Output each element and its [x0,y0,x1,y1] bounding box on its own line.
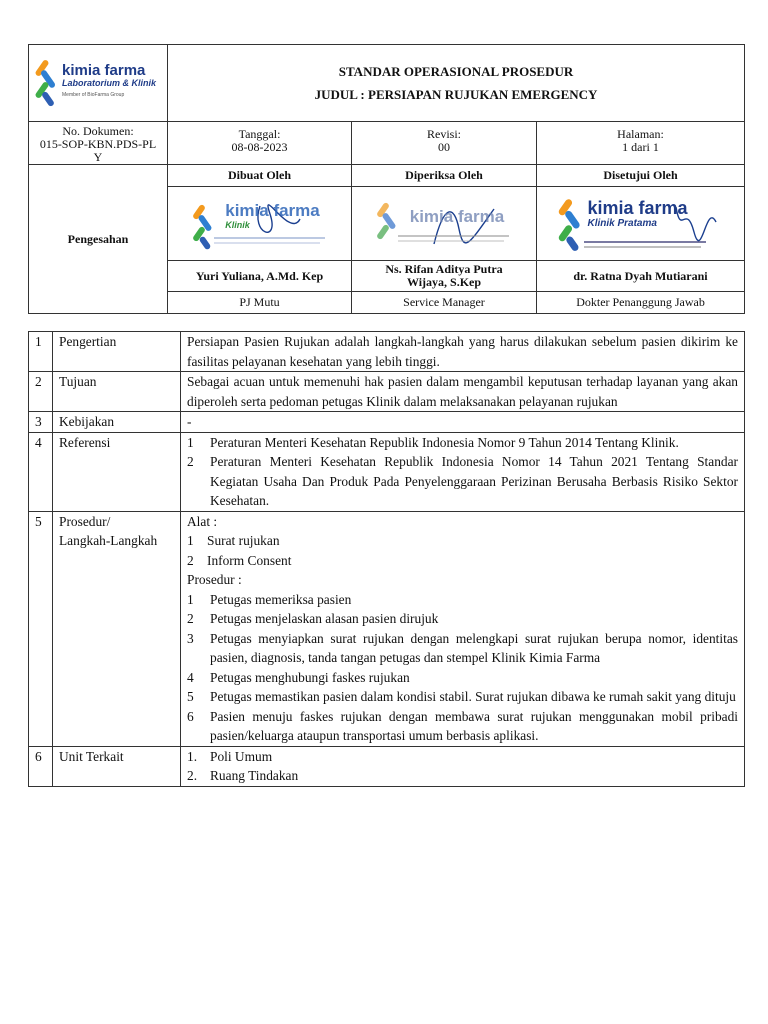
list-number: 6 [187,708,194,724]
section-tujuan [29,372,745,412]
halaman-label: Halaman: [617,127,664,141]
stamp-2-brand: kimia farma [409,207,505,226]
no-dokumen-value: 015-SOP-KBN.PDS-PLY [39,137,157,164]
list-text: Petugas memeriksa pasien [210,591,352,607]
no-dokumen-cell [29,122,168,165]
logo-cell [29,45,168,122]
stamp-signature-1 [171,194,348,254]
diperiksa-oleh-label: Diperiksa Oleh [352,165,537,187]
list-number: 1. [187,748,198,764]
kimia-farma-logo-icon [33,57,59,109]
nama-penyetuju: dr. Ratna Dyah Mutiarani [537,261,745,292]
section-label: Unit Terkait [53,746,181,786]
tanggal-cell [168,122,352,165]
list-item [187,766,738,786]
document-judul: JUDUL : PERSIAPAN RUJUKAN EMERGENCY [314,87,598,102]
stamp-cell-1 [168,187,352,261]
section-label: Pengertian [53,332,181,372]
tanggal-value: 08-08-2023 [231,140,288,154]
section-number: 1 [29,332,53,372]
dibuat-oleh-label: Dibuat Oleh [168,165,352,187]
list-item [187,629,738,668]
stamp-signature-3 [540,192,741,256]
referensi-list [181,432,745,511]
section-label: Tujuan [53,372,181,412]
list-text: Petugas memastikan pasien dalam kondisi stabil. Surat rujukan dibawa ke rumah sakit yang dituju [210,689,736,704]
no-dokumen-label: No. Dokumen: [62,124,134,138]
sop-content-table [28,331,745,787]
pengertian-text: Persiapan Pasien Rujukan adalah langkah-langkah yang harus dilakukan sebelum pasien dikirim ke fasilitas pelayanan kesehatan yang lebih tinggi. [181,332,745,372]
list-item [187,609,738,629]
alat-label: Alat : [187,513,218,529]
stamp-cell-2 [352,187,537,261]
stamp-3-brand: kimia farma [587,197,688,218]
list-item [187,687,738,707]
section-number: 6 [29,746,53,786]
pengesahan-label: Pengesahan [29,165,168,314]
tanggal-label: Tanggal: [238,127,281,141]
nama-pemeriksa: Ns. Rifan Aditya Putra Wijaya, S.Kep [352,261,537,292]
prosedur-label: Prosedur : [187,572,242,587]
unit-terkait-list [181,746,745,786]
list-item [187,452,738,511]
section-prosedur [29,511,745,746]
section-referensi [29,432,745,511]
revisi-label: Revisi: [426,127,461,141]
list-text: Peraturan Menteri Kesehatan Republik Indonesia Nomor 14 Tahun 2021 Tentang Standar Kegiatan Usaha Dan Produk Pada Penyelenggaraan Perizinan Berusaha Berbasis Risiko Sektor Kesehatan. [210,454,738,508]
jabatan-pembuat: PJ Mutu [168,292,352,314]
section-number: 2 [29,372,53,412]
list-item [187,551,738,571]
list-number: 1 [187,434,194,450]
header-table [28,44,745,314]
list-item [187,707,738,746]
list-text: Petugas menyiapkan surat rujukan dengan melengkapi surat rujukan berupa nomor, identitas pasien, diagnosis, tanda tangan petugas dan stempel Klinik Kimia Farma [210,630,738,665]
list-text: Ruang Tindakan [210,768,299,783]
section-unit-terkait [29,746,745,786]
disetujui-oleh-label: Disetujui Oleh [537,165,745,187]
list-number: 2 [187,611,194,626]
jabatan-penyetuju: Dokter Penanggung Jawab [537,292,745,314]
list-number: 5 [187,689,194,704]
list-item [187,531,738,551]
stamp-signature-2 [355,194,533,254]
tujuan-text: Sebagai acuan untuk memenuhi hak pasien dalam mengambil keputusan terhadap layanan yang akan diperoleh serta pedoman petugas Klinik dalam melaksanakan pelayanan rujukan [181,372,745,412]
list-number: 3 [187,630,194,646]
section-label: Referensi [53,432,181,511]
logo-sub: Laboratorium & Klinik [62,78,157,88]
nama-pembuat: Yuri Yuliana, A.Md. Kep [168,261,352,292]
list-item [187,433,738,453]
kimia-farma-logo [33,57,163,109]
logo-tag: Member of BioFarma Group [62,92,125,98]
halaman-cell [537,122,745,165]
list-item [187,747,738,767]
section-label [53,511,181,746]
title-cell [168,45,745,122]
section-label: Kebijakan [53,412,181,433]
logo-brand: kimia farma [62,62,146,79]
stamp-3-sub: Klinik Pratama [587,217,657,229]
list-text: Surat rujukan [207,533,280,548]
prosedur-content [181,511,745,746]
list-number: 4 [187,669,194,685]
list-text: Petugas menjelaskan alasan pasien dirujuk [210,611,439,626]
section-number: 3 [29,412,53,433]
kebijakan-text: - [181,412,745,433]
stamp-1-brand: kimia farma [225,200,320,220]
list-number: 2. [187,768,198,783]
section-label-line1: Prosedur/ [59,513,111,529]
document-title: STANDAR OPERASIONAL PROSEDUR [338,64,574,79]
section-number: 4 [29,432,53,511]
list-text: Inform Consent [207,552,292,568]
stamp-cell-3 [537,187,745,261]
jabatan-pemeriksa: Service Manager [352,292,537,314]
list-text: Pasien menuju faskes rujukan dengan membawa surat rujukan menggunakan mobil pribadi pasien/keluarga ataupun transportasi umum berbasis aplikasi. [210,708,738,743]
list-number: 2 [187,454,194,469]
revisi-cell [352,122,537,165]
section-number: 5 [29,511,53,746]
list-text: Petugas menghubungi faskes rujukan [210,669,410,685]
section-kebijakan [29,412,745,433]
list-number: 2 [187,552,194,568]
list-text: Poli Umum [210,748,273,764]
list-item [187,668,738,688]
list-item [187,590,738,610]
list-text: Peraturan Menteri Kesehatan Republik Indonesia Nomor 9 Tahun 2014 Tentang Klinik. [210,434,679,450]
section-pengertian [29,332,745,372]
halaman-value: 1 dari 1 [622,140,659,154]
revisi-value: 00 [438,140,450,154]
section-label-line2: Langkah-Langkah [59,533,158,548]
stamp-1-sub: Klinik [225,219,250,230]
list-number: 1 [187,533,194,548]
list-number: 1 [187,591,194,607]
